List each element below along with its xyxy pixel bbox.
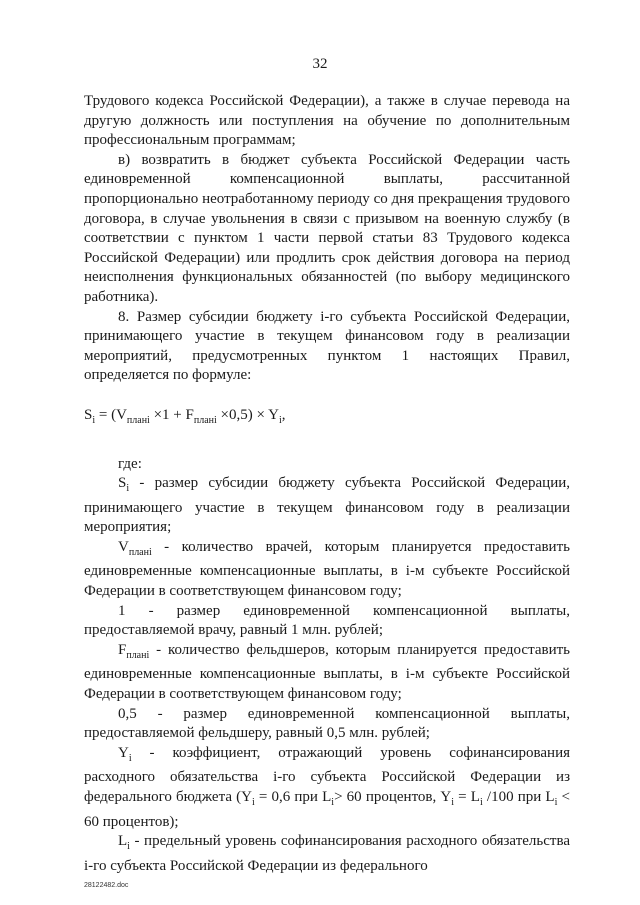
paragraph-item-8: 8. Размер субсидии бюджету i-го субъекта Российской Федерации, принимающего участие в текущем финансовом году в реализации мероприятий, предусмотренных пунктом 1 настоящих Правил, определяется по формуле:	[84, 308, 570, 384]
l-sub-1: i	[331, 797, 335, 808]
definition-l: $L_i$ - предельный уровень софинансирования расходного обязательства i-го субъекта Российской Федерации из федерального	[84, 833, 570, 874]
formula-f-sub: планi	[193, 414, 217, 426]
definition-y: $Y_i$ - коэффициент, отражающий уровень софинансирования расходного обязательства i-го субъекта Российской Федерации из федерального бюджета ($Y_i = 0,6$ при $L_i> 60$ процентов, $Y_i = L_i$ /100 при $L_i < 60$ процентов);	[84, 744, 570, 830]
l-sub-3: i	[554, 797, 558, 808]
paragraph-continuation: Трудового кодекса Российской Федерации), а также в случае перевода на другую должность или поступления на обучение по дополнительным профессиональным программам;	[84, 93, 570, 149]
definition-v: $V_{планi}$ - количество врачей, которым планируется предоставить единовременные компенсационные выплаты, в i-м субъекте Российской Федерации в соответствующем финансовом году;	[84, 538, 570, 600]
y-sub-3: i	[451, 797, 455, 808]
paragraph-item-v: в) возвратить в бюджет субъекта Российской Федерации часть единовременной компенсационной выплаты, рассчитанной пропорционально неотработанному периоду со дня прекращения трудового договора, в случае увольнения в связи с призывом на военную службу (в соответствии с пунктом 1 части первой статьи 83 Трудового кодекса Российской Федерации) или продлить срок действия договора на период неисполнения функциональных обязанностей (по выбору медицинского работника).	[84, 151, 570, 305]
definition-s: $S_i$ - размер субсидии бюджету субъекта Российской Федерации, принимающего участие в текущем финансовом году в реализации мероприятия;	[84, 475, 570, 536]
subsidy-formula: $S_i = (V_{планi} \times 1 + F_{планi} \times 0,5) \times Y_i$,	[84, 406, 286, 426]
definition-f: $F_{планi}$ - количество фельдшеров, которым планируется предоставить единовременные компенсационные выплаты, в i-м субъекте Российской Федерации в соответствующем финансовом году;	[84, 641, 570, 703]
l-sub-2: i	[479, 797, 483, 808]
where-label: где:	[118, 455, 142, 472]
definition-half: 0,5 - размер единовременной компенсационной выплаты, предоставляемой фельдшеру, равный 0,5 млн. рублей;	[84, 705, 570, 742]
document-body	[84, 92, 570, 876]
y-sub-2: i	[251, 797, 255, 808]
formula-y-sub: i	[278, 414, 282, 426]
file-name-footer: 28122482.doc	[84, 882, 129, 889]
definition-one: 1 - размер единовременной компенсационной выплаты, предоставляемой врачу, равный 1 млн. рублей;	[84, 602, 570, 639]
page-number: 32	[312, 56, 328, 72]
